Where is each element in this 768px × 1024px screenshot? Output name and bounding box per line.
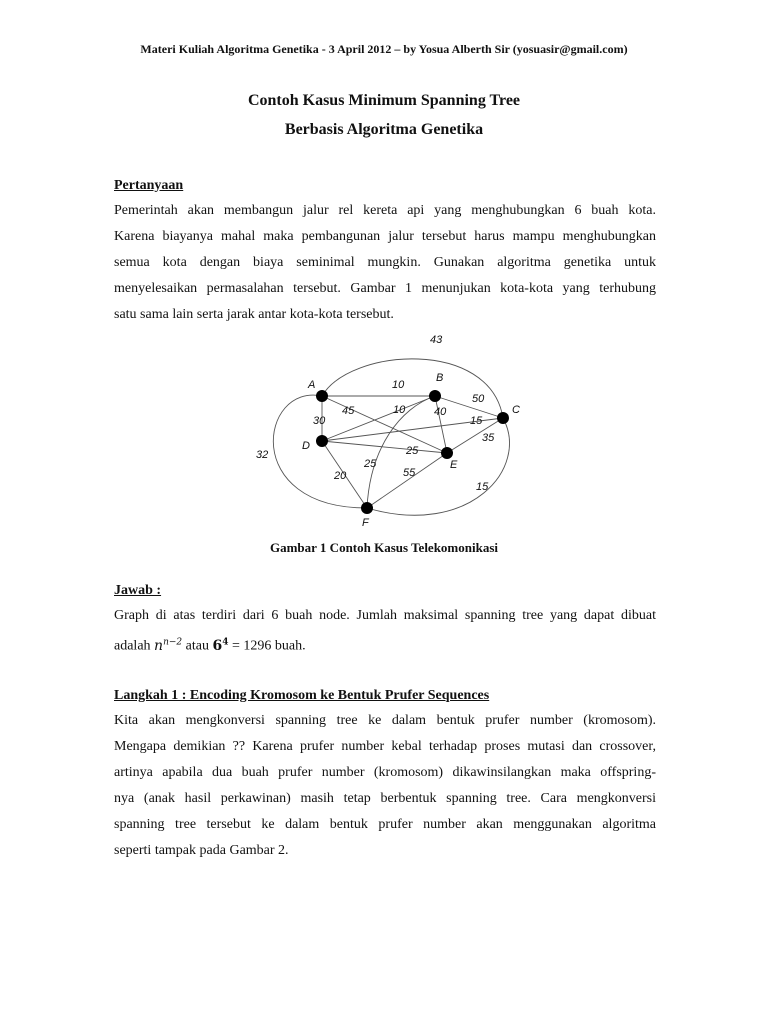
- paragraph-line: satu sama lain serta jarak antar kota-kota tersebut.: [114, 307, 394, 322]
- jawab-heading: Jawab :: [114, 583, 162, 598]
- node-label-f: F: [362, 517, 369, 529]
- paragraph-line: Graph di atas terdiri dari 6 buah node. Jumlah maksimal spanning tree yang dapat dibuat: [114, 608, 656, 623]
- edge-weight-c-e: 35: [482, 432, 495, 444]
- paragraph-line: menyelesaikan permasalahan tersebut. Gambar 1 menunjukan kota-kota yang terhubung: [114, 281, 656, 296]
- pertanyaan-heading: Pertanyaan: [114, 178, 184, 193]
- langkah1-paragraph: [114, 708, 656, 864]
- edge-weight-b-f: 25: [364, 458, 377, 470]
- edge-e-f: [367, 453, 447, 508]
- edge-weight-a-c: 43: [430, 334, 443, 346]
- formula-n: $n^{n-2}$: [154, 637, 183, 654]
- edge-weight-b-e: 40: [434, 406, 447, 418]
- paragraph-line: nya (anak hasil perkawinan) masih tetap berbentuk spanning tree. Cara mengkonversi: [114, 791, 656, 806]
- edge-weight-a-e: 45: [342, 405, 355, 417]
- document-title-line-2: Berbasis Algoritma Genetika: [284, 121, 484, 138]
- edge-a-e: [322, 396, 447, 453]
- paragraph-line: Mengapa demikian ?? Karena prufer number kebal terhadap proses mutasi dan crossover,: [114, 739, 656, 754]
- edge-weight-c-f: 15: [476, 481, 489, 493]
- document-title-line-1: Contoh Kasus Minimum Spanning Tree: [247, 92, 521, 109]
- node-label-a: A: [308, 379, 316, 391]
- formula-6: $6^4$: [212, 637, 229, 654]
- graph-svg: [240, 328, 540, 534]
- figure-caption: Gambar 1 Contoh Kasus Telekomonikasi: [269, 540, 499, 555]
- node-e: [441, 447, 453, 459]
- paragraph-line: Pemerintah akan membangun jalur rel kereta api yang menghubungkan 6 buah kota.: [114, 203, 656, 218]
- edge-weight-e-f: 55: [403, 467, 416, 479]
- node-d: [316, 435, 328, 447]
- paragraph-line: Kita akan mengkonversi spanning tree ke dalam bentuk prufer number (kromosom).: [114, 713, 656, 728]
- pertanyaan-paragraph: [114, 198, 656, 328]
- paragraph-line: spanning tree tersebut ke dalam bentuk prufer number akan menggunakan algoritma: [114, 817, 656, 832]
- graph-figure: [240, 328, 540, 534]
- node-label-e: E: [450, 459, 458, 471]
- edge-weight-b-c: 50: [472, 393, 485, 405]
- page-header: Materi Kuliah Algoritma Genetika - 3 April 2012 – by Yosua Alberth Sir (yosuasir@gmail.com): [140, 42, 628, 56]
- jawab-paragraph: [114, 603, 656, 655]
- formula-line: [114, 629, 656, 655]
- edge-weight-b-d: 10: [393, 404, 406, 416]
- paragraph-line: Karena biayanya mahal maka pembangunan jalur tersebut harus mampu menghubungkan: [114, 229, 656, 244]
- node-label-c: C: [512, 404, 520, 416]
- node-f: [361, 502, 373, 514]
- edge-weight-a-d: 30: [313, 415, 326, 427]
- edge-d-e: [322, 441, 447, 453]
- node-c: [497, 412, 509, 424]
- formula-mid: atau: [185, 638, 209, 654]
- formula-prefix: adalah: [114, 638, 151, 654]
- node-a: [316, 390, 328, 402]
- edge-weight-d-f: 20: [334, 470, 347, 482]
- edge-weight-a-b: 10: [392, 379, 405, 391]
- edge-b-e: [435, 396, 447, 453]
- node-label-b: B: [436, 372, 444, 384]
- formula-suffix: = 1296 buah.: [231, 638, 306, 654]
- paragraph-line: seperti tampak pada Gambar 2.: [114, 843, 289, 858]
- langkah1-heading: Langkah 1 : Encoding Kromosom ke Bentuk Prufer Sequences: [114, 688, 490, 703]
- node-label-d: D: [302, 440, 310, 452]
- edge-weight-c-d: 15: [470, 415, 483, 427]
- node-b: [429, 390, 441, 402]
- paragraph-line: artinya apabila dua buah prufer number (kromosom) dikawinsilangkan maka offspring-: [114, 765, 656, 780]
- edge-weight-a-f: 32: [256, 449, 269, 461]
- edge-weight-d-e: 25: [406, 445, 419, 457]
- paragraph-line: semua kota dengan biaya seminimal mungkin. Gunakan algoritma genetika untuk: [114, 255, 656, 270]
